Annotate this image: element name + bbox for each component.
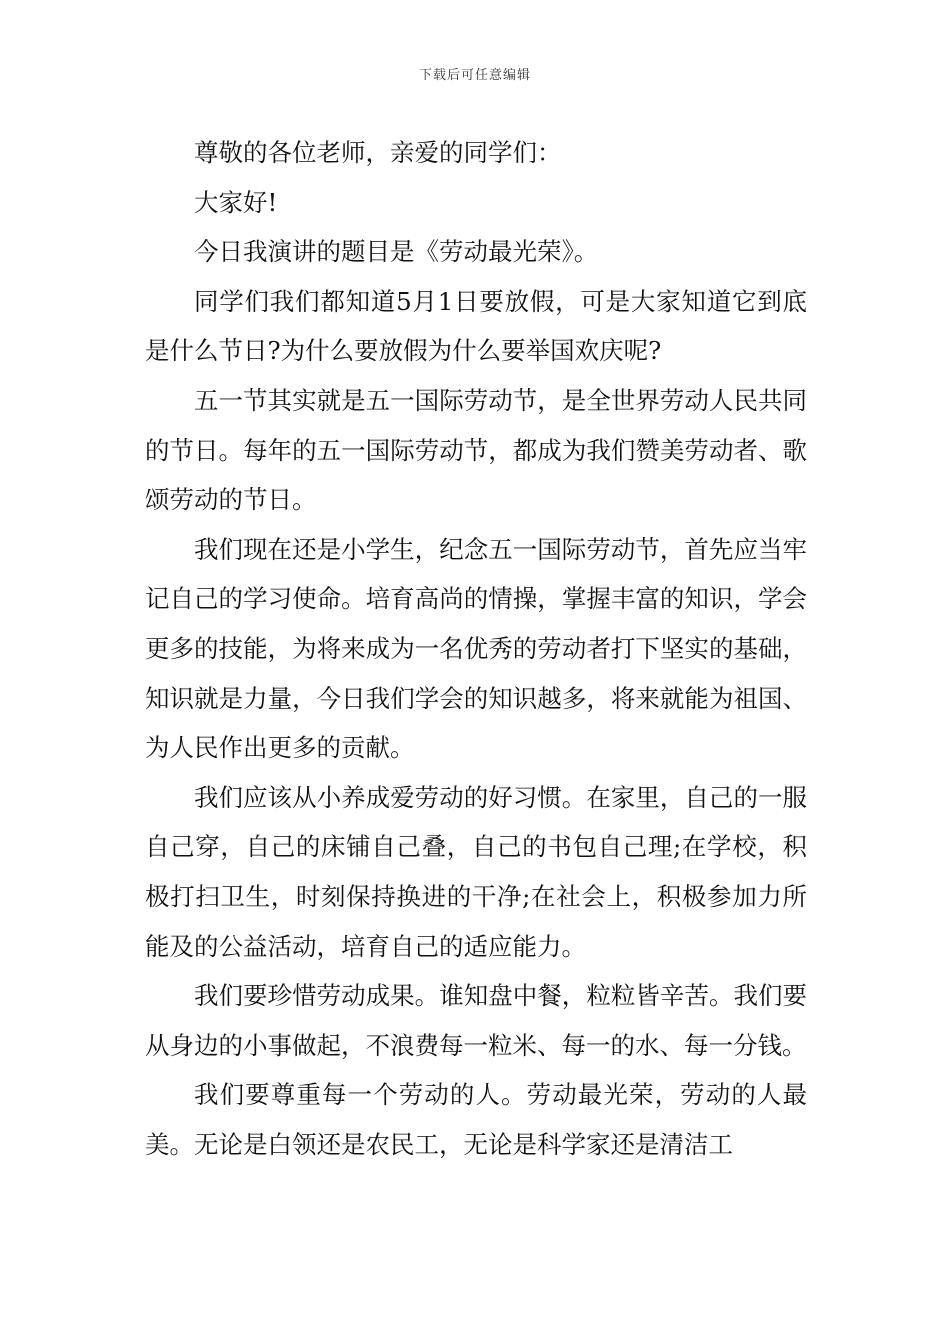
body-paragraph: 我们现在还是小学生，纪念五一国际劳动节，首先应当牢记自己的学习使命。培育高尚的情操，掌握丰富的知识，学会更多的技能，为将来成为一名优秀的劳动者打下坚实的基础，知识就是力量，今日我们学会的知识越多，将来就能为祖国、为人民作出更多的贡献。	[145, 534, 807, 763]
body-paragraph: 我们应该从小养成爱劳动的好习惯。在家里，自己的一服自己穿，自己的床铺自己叠，自己的书包自己理;在学校，积极打扫卫生，时刻保持换进的干净;在社会上，积极参加力所能及的公益活动，培育自己的适应能力。	[145, 782, 807, 961]
body-paragraph: 我们要珍惜劳动成果。谁知盘中餐，粒粒皆辛苦。我们要从身边的小事做起，不浪费每一粒米、每一的水、每一分钱。	[145, 981, 807, 1060]
greeting-paragraph: 大家好!	[194, 187, 278, 217]
page-header: 下载后可任意编辑	[418, 68, 531, 83]
topic-paragraph: 今日我演讲的题目是《劳动最光荣》。	[194, 237, 599, 267]
salutation-paragraph: 尊敬的各位老师，亲爱的同学们：	[194, 138, 562, 167]
body-paragraph: 同学们我们都知道5月1日要放假，可是大家知道它到底是什么节日?为什么要放假为什么要举国欢庆呢?	[145, 286, 807, 366]
body-paragraph: 我们要尊重每一个劳动的人。劳动最光荣，劳动的人最美。无论是白领还是农民工，无论是科学家还是清洁工	[145, 1080, 807, 1159]
body-paragraph: 五一节其实就是五一国际劳动节，是全世界劳动人民共同的节日。每年的五一国际劳动节，都成为我们赞美劳动者、歌颂劳动的节日。	[145, 385, 807, 515]
document-body	[145, 128, 807, 1169]
